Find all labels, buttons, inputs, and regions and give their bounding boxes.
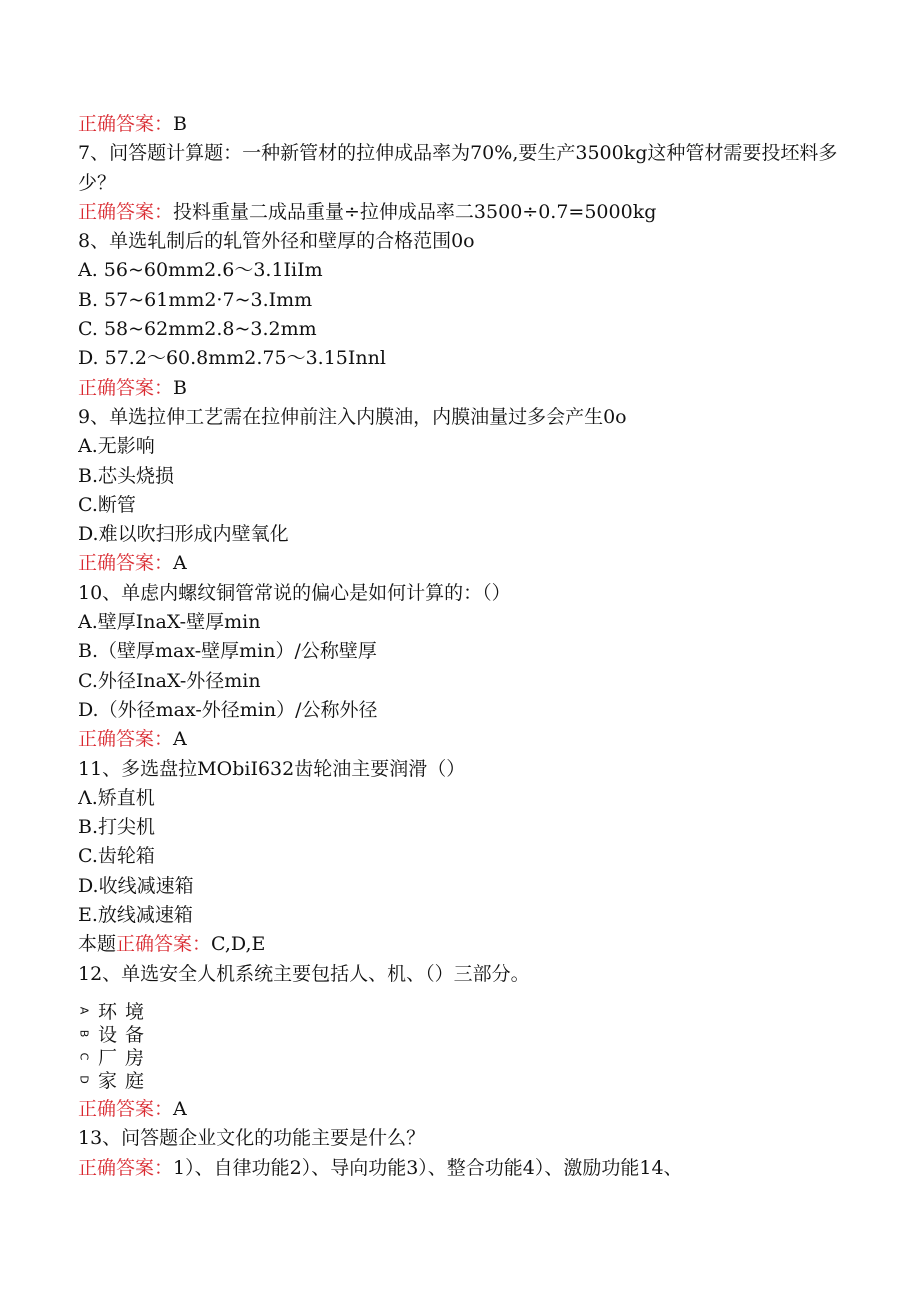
option-10d: D.（外径max-外径min）/公称外径 [78, 698, 378, 721]
answer-value: A [173, 1097, 187, 1120]
answer-label: 正确答案： [78, 113, 174, 135]
answer-line-q11 [78, 930, 838, 959]
question-9: 9、单选拉伸工艺需在拉伸前注入内膜油，内膜油量过多会产生0o [78, 405, 627, 428]
answer-line-q6 [78, 110, 838, 139]
option-9c: C.断管 [78, 493, 136, 516]
option-12c: 厂房 [98, 1046, 153, 1069]
option-8c: C. 58~62mm2.8~3.2mm [78, 318, 317, 341]
question-10: 10、单虑内螺纹铜管常说的偏心是如何计算的：（） [78, 581, 511, 604]
answer-value: 投料重量二成品重量÷拉伸成品率二3500÷0.7=5000kg [173, 200, 657, 223]
question-12: 12、单选安全人机系统主要包括人、机、（）三部分。 [78, 962, 530, 985]
answer-label: 正确答案： [78, 1156, 174, 1179]
question-13: 13、问答题企业文化的功能主要是什么？ [78, 1127, 426, 1150]
option-12d: 家庭 [98, 1069, 153, 1092]
option-12a: 环境 [98, 1000, 153, 1023]
spacer [78, 989, 838, 1001]
answer-line-q7 [78, 198, 838, 227]
answer-label: 正确答案： [78, 376, 174, 399]
answer-label: 正确答案： [78, 552, 174, 575]
answer-label-prefix: 本题 [78, 933, 117, 956]
question-7: 7、问答题计算题：一种新管材的拉伸成品率为70%,要生产3500kg这种管材需要投坯料多少？ [78, 142, 838, 194]
answer-value: B [173, 113, 187, 135]
answer-value: 1）、自律功能2）、导向功能3）、整合功能4）、激励功能14、 [173, 1156, 683, 1179]
option-11b: B.打尖机 [78, 816, 156, 839]
answer-label: 正确答案： [78, 200, 174, 223]
answer-label: 正确答案： [78, 1097, 174, 1120]
option-11d: D.收线减速箱 [78, 874, 194, 897]
option-11c: C.齿轮箱 [78, 845, 155, 868]
option-9a: A.无影响 [78, 435, 155, 458]
answer-value: C,D,E [211, 933, 266, 956]
option-letter-12c: C [77, 1052, 91, 1061]
answer-label: 正确答案： [78, 728, 174, 751]
option-letter-12a: A [77, 1006, 91, 1015]
option-10b: B.（壁厚max-壁厚min）/公称壁厚 [78, 640, 377, 663]
answer-value: A [173, 552, 187, 575]
answer-line-q13 [78, 1154, 838, 1183]
answer-value: B [173, 376, 187, 399]
answer-line-q8 [78, 374, 838, 403]
answer-value: A [173, 728, 187, 751]
answer-line-q10 [78, 725, 838, 754]
option-letter-12b: B [77, 1029, 91, 1038]
option-letter-12d: D [77, 1075, 91, 1084]
option-11a: Λ.矫直机 [78, 786, 155, 809]
question-8: 8、单选轧制后的轧管外径和壁厚的合格范围0o [78, 230, 475, 253]
option-12b: 设备 [98, 1023, 153, 1046]
answer-label: 正确答案： [116, 933, 212, 956]
option-10a: A.壁厚InaX-壁厚min [78, 611, 261, 634]
option-8a: A. 56~60mm2.6～3.1IiIm [78, 259, 323, 282]
option-9b: B.芯头烧损 [78, 464, 175, 487]
option-9d: D.难以吹扫形成内壁氧化 [78, 523, 289, 546]
answer-line-q12 [78, 1095, 838, 1124]
option-11e: E.放线减速箱 [78, 904, 193, 927]
option-list-12 [78, 1001, 838, 1095]
document-page [78, 110, 838, 1183]
answer-line-q9 [78, 549, 838, 578]
option-8b: B. 57~61mm2·7~3.Imm [78, 288, 313, 311]
option-10c: C.外径InaX-外径min [78, 669, 261, 692]
option-8d: D. 57.2～60.8mm2.75～3.15Innl [78, 347, 386, 370]
question-11: 11、多选盘拉MObiI632齿轮油主要润滑（） [78, 757, 466, 780]
